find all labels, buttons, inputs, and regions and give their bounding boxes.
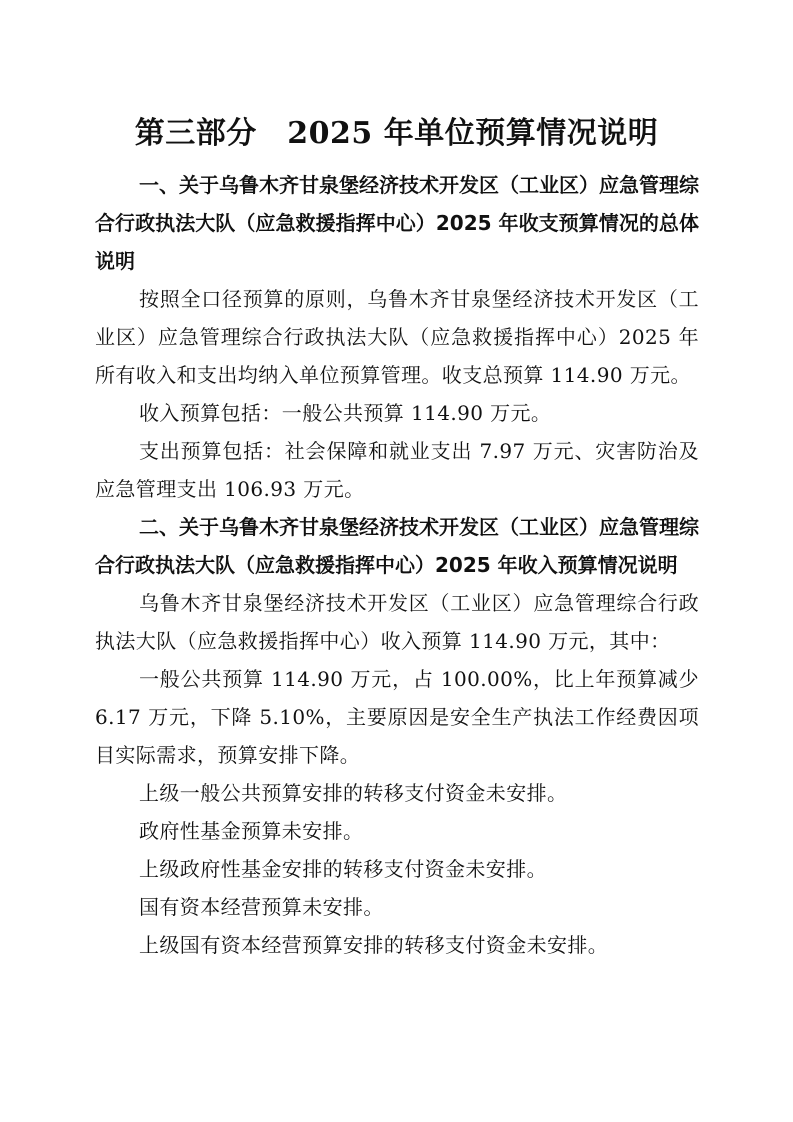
document-body	[95, 166, 699, 964]
paragraph: 乌鲁木齐甘泉堡经济技术开发区（工业区）应急管理综合行政执法大队（应急救援指挥中心）收入预算 114.90 万元，其中：	[95, 591, 699, 653]
paragraph: 上级国有资本经营预算安排的转移支付资金未安排。	[139, 933, 609, 957]
document-title: 第三部分 2025 年单位预算情况说明	[134, 116, 659, 151]
paragraph: 支出预算包括：社会保障和就业支出 7.97 万元、灾害防治及应急管理支出 106.93 万元。	[95, 439, 699, 501]
paragraph: 上级政府性基金安排的转移支付资金未安排。	[139, 857, 547, 881]
section-heading: 二、关于乌鲁木齐甘泉堡经济技术开发区（工业区）应急管理综合行政执法大队（应急救援指挥中心）2025 年收入预算情况说明	[95, 515, 699, 577]
paragraph: 国有资本经营预算未安排。	[139, 895, 384, 919]
paragraph: 收入预算包括：一般公共预算 114.90 万元。	[139, 401, 552, 425]
paragraph: 政府性基金预算未安排。	[139, 819, 364, 843]
section-overall-budget	[95, 166, 699, 508]
section-income-budget	[95, 508, 699, 964]
section-heading: 一、关于乌鲁木齐甘泉堡经济技术开发区（工业区）应急管理综合行政执法大队（应急救援指挥中心）2025 年收支预算情况的总体说明	[95, 173, 699, 273]
paragraph: 上级一般公共预算安排的转移支付资金未安排。	[139, 781, 568, 805]
paragraph: 一般公共预算 114.90 万元，占 100.00%，比上年预算减少 6.17 万元，下降 5.10%，主要原因是安全生产执法工作经费因项目实际需求，预算安排下降。	[95, 667, 699, 767]
paragraph: 按照全口径预算的原则，乌鲁木齐甘泉堡经济技术开发区（工业区）应急管理综合行政执法大队（应急救援指挥中心）2025 年所有收入和支出均纳入单位预算管理。收支总预算 114.90 万元。	[95, 287, 699, 387]
